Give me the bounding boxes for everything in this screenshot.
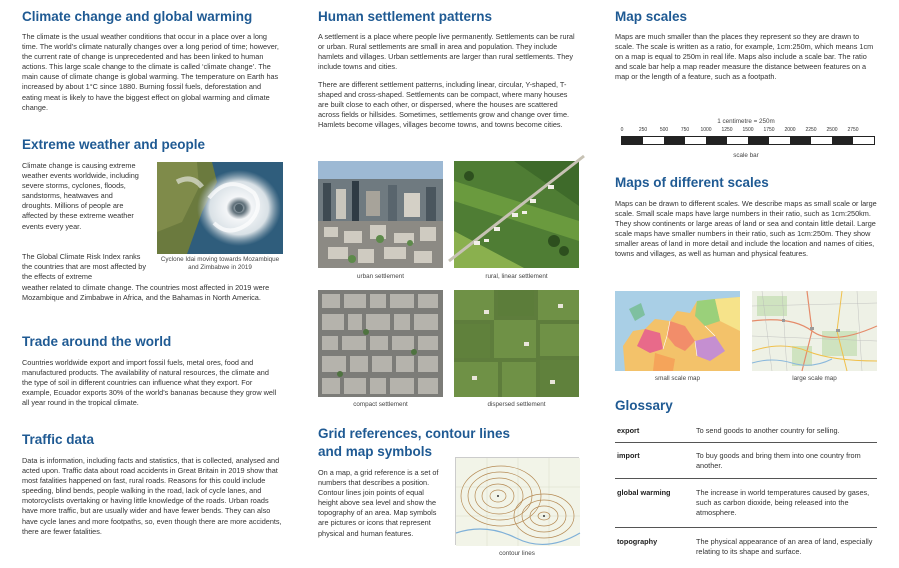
scale-bar-tick-label: 2750 bbox=[847, 127, 859, 133]
scale-bar-caption: scale bar bbox=[733, 152, 759, 159]
glossary-row bbox=[615, 426, 877, 443]
glossary-row bbox=[615, 537, 877, 561]
scale-bar-tick-label: 1250 bbox=[721, 127, 733, 133]
scale-bar-tick-label: 1000 bbox=[700, 127, 712, 133]
heading-grid-references-line1: Grid references, contour lines bbox=[318, 426, 511, 441]
glossary-term: import bbox=[617, 451, 640, 460]
cyclone-satellite-image bbox=[157, 162, 283, 254]
glossary-definition: To send goods to another country for selling. bbox=[696, 426, 840, 435]
trade-text: Countries worldwide export and import fossil fuels, metal ores, food and manufactured products. The availability of natural resources, the climate and the type of soil in different countries can influence what they export. For example, Ecuador exports 30% of the world’s bananas because they grow well all year round in the tropical climate. bbox=[22, 358, 277, 408]
cyclone-caption: Cyclone Idai moving towards Mozambique and Zimbabwe in 2019 bbox=[160, 256, 280, 271]
compact-settlement-caption: compact settlement bbox=[353, 401, 408, 408]
scale-bar-segment bbox=[748, 137, 769, 144]
glossary-definition: The physical appearance of an area of land, especially relating to its shape and surface. bbox=[696, 537, 873, 557]
heading-trade: Trade around the world bbox=[22, 334, 172, 349]
rural-linear-settlement-caption: rural, linear settlement bbox=[485, 273, 548, 280]
small-scale-map bbox=[615, 291, 740, 371]
heading-extreme-weather: Extreme weather and people bbox=[22, 137, 206, 152]
heading-map-scales: Map scales bbox=[615, 9, 688, 24]
compact-settlement-photo bbox=[318, 290, 443, 397]
extreme-weather-text-1: Climate change is causing extreme weather events worldwide, including severe storms, cyclones, floods, sandstorms, heatwaves and droughts. Millions of people are affected by these extreme weather events every year. bbox=[22, 161, 139, 231]
large-scale-map-caption: large scale map bbox=[792, 375, 837, 382]
glossary-row bbox=[615, 488, 877, 528]
heading-traffic-data: Traffic data bbox=[22, 432, 95, 447]
scale-bar-tick-label: 250 bbox=[638, 127, 648, 133]
scale-bar-tick-label: 2500 bbox=[826, 127, 838, 133]
contour-lines-caption: contour lines bbox=[499, 550, 535, 557]
map-scales-text: Maps are much smaller than the places they represent so they are drawn to scale. The scale is written as a ratio, for example, 1cm:250m, which means 1cm on a map is equal to 250m in real life. Maps also include a scale bar. The ratio and scale bar help a map reader measure the distance between features on a map or the length of a feature, such as a footpath. bbox=[615, 32, 874, 82]
glossary-term: export bbox=[617, 426, 640, 435]
glossary-term: global warming bbox=[617, 488, 671, 497]
scale-bar-tick-label: 500 bbox=[659, 127, 669, 133]
urban-settlement-caption: urban settlement bbox=[357, 273, 404, 280]
urban-settlement-photo bbox=[318, 161, 443, 268]
grid-references-text: On a map, a grid reference is a set of numbers that describes a position. Contour lines join points of equal height above sea level and show the topography of an area. Map symbols are pictures or icons that represent physical and human features. bbox=[318, 468, 439, 538]
heading-grid-references-line2: and map symbols bbox=[318, 444, 433, 459]
glossary-definition: To buy goods and bring them into one country from another. bbox=[696, 451, 861, 471]
scale-bar-label: 1 centimetre = 250m bbox=[717, 118, 775, 125]
glossary-definition: The increase in world temperatures caused by gases, such as carbon dioxide, being released into the atmosphere. bbox=[696, 488, 870, 518]
rural-linear-settlement-photo bbox=[454, 161, 579, 268]
scale-bar-segment bbox=[706, 137, 727, 144]
settlement-text-1: A settlement is a place where people live permanently. Settlements can be rural or urban. Rural settlements are small in area and population. They include hamlets and villages. Urban settlements are larger than rural settlements. They include towns and cities. bbox=[318, 32, 575, 72]
glossary-row bbox=[615, 451, 877, 479]
scale-bar-segment bbox=[622, 137, 643, 144]
climate-change-text: The climate is the usual weather conditions that occur in a place over a long time. The world’s climate naturally changes over a long period of time; however, the current rate of change is unprecedented and has been linked to human actions. This large scale change to the climate is called ‘climate change’. The main cause of climate change is global warming. The temperature on Earth has increased by about 1°C since 1880. Burning fossil fuels, deforestation and eating meat is likely to have the biggest effect on global warming and climate change. bbox=[22, 32, 279, 112]
contour-lines-map bbox=[455, 457, 579, 545]
scale-bar-tick-label: 2250 bbox=[805, 127, 817, 133]
traffic-data-text: Data is information, including facts and statistics, that is collected, analysed and acted upon. Traffic data about road accidents in Great Britain in 2019 show that most fatalities happened on fast, rural roads. Reasons for this could include speeding, blind bends, people walking in the road, lack of cycle lanes, and motorcyclists overtaking or having little knowledge of the roads. Urban roads have more traffic, but are usually wider and have fewer bends. They can also have cycle lanes and more footpaths, so, even though there are more accidents, there are fewer fatalities. bbox=[22, 456, 282, 536]
glossary-term: topography bbox=[617, 537, 658, 546]
scale-bar-segment bbox=[790, 137, 811, 144]
dispersed-settlement-caption: dispersed settlement bbox=[487, 401, 546, 408]
heading-maps-different-scales: Maps of different scales bbox=[615, 175, 769, 190]
maps-different-scales-text: Maps can be drawn to different scales. We describe maps as small scale or large scale. Small scale maps have large numbers in their ratio, such as 1cm:250km. They show continents or large areas of land or sea and contain little detail. Large scale maps have smaller numbers in their ratio, such as 1cm:250m. They show smaller areas of land in more detail and include the location and names of cities, towns and villages, as well as human and physical features. bbox=[615, 199, 877, 259]
scale-bar-segment bbox=[832, 137, 853, 144]
scale-bar-segment bbox=[664, 137, 685, 144]
heading-settlement-patterns: Human settlement patterns bbox=[318, 9, 493, 24]
large-scale-map bbox=[752, 291, 877, 371]
dispersed-settlement-photo bbox=[454, 290, 579, 397]
scale-bar-tick-label: 1500 bbox=[742, 127, 754, 133]
scale-bar bbox=[621, 136, 875, 145]
small-scale-map-caption: small scale map bbox=[654, 375, 701, 382]
heading-glossary: Glossary bbox=[615, 398, 673, 413]
heading-climate-change: Climate change and global warming bbox=[22, 9, 253, 24]
scale-bar-tick-label: 2000 bbox=[784, 127, 796, 133]
settlement-text-2: There are different settlement patterns, including linear, circular, Y-shaped, T-shaped and cross-shaped. Settlements can be compact, where many houses are built close to each other, or dispersed, where the houses are scattered across fields or hillsides. Sometimes, settlements grow and change over time. Hamlets become villages, villages become towns, and towns become cities. bbox=[318, 80, 570, 130]
scale-bar-tick-label: 0 bbox=[620, 127, 624, 133]
scale-bar-tick-label: 750 bbox=[680, 127, 690, 133]
extreme-weather-text-3: weather related to climate change. The countries most affected in 2019 were Mozambique and Zimbabwe in Africa, and the Bahamas in North America. bbox=[22, 283, 270, 303]
extreme-weather-text-2: The Global Climate Risk Index ranks the countries that are most affected by the effects of extreme bbox=[22, 252, 146, 282]
scale-bar-tick-label: 1750 bbox=[763, 127, 775, 133]
